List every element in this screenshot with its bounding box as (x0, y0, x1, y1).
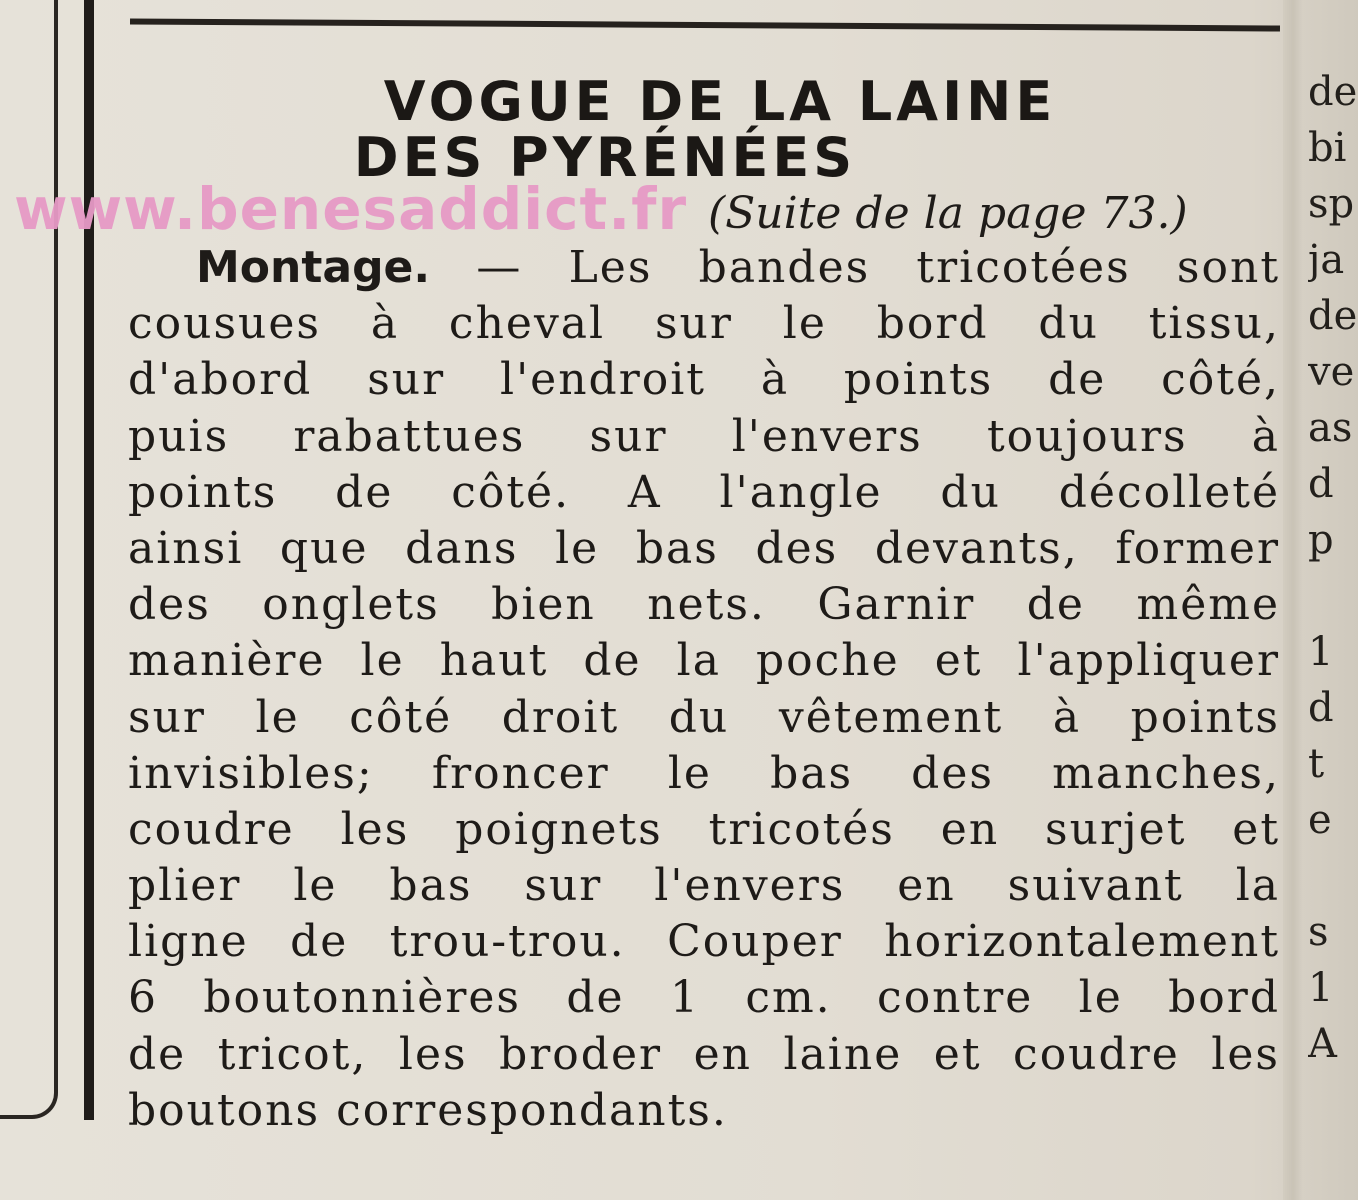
adjacent-line: bi (1308, 125, 1347, 171)
article-line: 6 boutonnières de 1 cm. contre le bord (128, 972, 1280, 1024)
page-gutter (1283, 0, 1303, 1200)
article-line: de tricot, les broder en laine et coudre les (128, 1028, 1280, 1080)
adjacent-line: d (1308, 685, 1334, 731)
adjacent-line: s (1308, 909, 1329, 955)
article-line: d'abord sur l'endroit à points de côté, (128, 354, 1280, 406)
article-title-line-2: DES PYRÉNÉES (353, 126, 857, 189)
article-line: puis rabattues sur l'envers toujours à (128, 410, 1280, 462)
article-line: boutons correspondants. (128, 1084, 728, 1136)
section-heading: Montage. (196, 242, 431, 293)
article-line: invisibles; froncer le bas des manches, (128, 747, 1280, 799)
article-line: plier le bas sur l'envers en suivant la (128, 860, 1280, 912)
adjacent-line: d (1308, 461, 1334, 507)
article-line: coudre les poignets tricotés en surjet et (128, 803, 1280, 855)
adjacent-column-fragment (1308, 64, 1358, 1072)
adjacent-line: e (1308, 797, 1332, 843)
article-line: cousues à cheval sur le bord du tissu, (128, 298, 1280, 350)
adjacent-line: t (1308, 741, 1325, 787)
article-line (128, 240, 1280, 296)
continuation-note: (Suite de la page 73.) (708, 188, 1188, 239)
watermark-url: www.benesaddict.fr (14, 175, 688, 243)
adjacent-line (1308, 848, 1358, 904)
article-line: manière le haut de la poche et l'appliquer (128, 635, 1280, 687)
article-line-text: — Les bandes tricotées sont (430, 242, 1280, 293)
adjacent-line: de (1308, 69, 1358, 115)
adjacent-line: sp (1308, 181, 1355, 227)
adjacent-line: p (1308, 517, 1334, 563)
adjacent-line: 1 (1308, 629, 1334, 675)
adjacent-line: as (1308, 405, 1353, 451)
article-title-line-1: VOGUE DE LA LAINE (383, 70, 1057, 133)
article-line: ainsi que dans le bas des devants, former (128, 522, 1280, 574)
article-line: ligne de trou-trou. Couper horizontalement (128, 916, 1280, 968)
adjacent-line: de (1308, 293, 1358, 339)
adjacent-line: ja (1308, 237, 1345, 283)
adjacent-line: ve (1308, 349, 1355, 395)
article-line: points de côté. A l'angle du décolleté (128, 466, 1280, 518)
article-line: des onglets bien nets. Garnir de même (128, 579, 1280, 631)
adjacent-line: A (1308, 1021, 1337, 1067)
article-body (128, 240, 1280, 1139)
adjacent-line (1308, 568, 1358, 624)
adjacent-line: 1 (1308, 965, 1334, 1011)
top-rule (130, 18, 1280, 31)
article-line: sur le côté droit du vêtement à points (128, 691, 1280, 743)
